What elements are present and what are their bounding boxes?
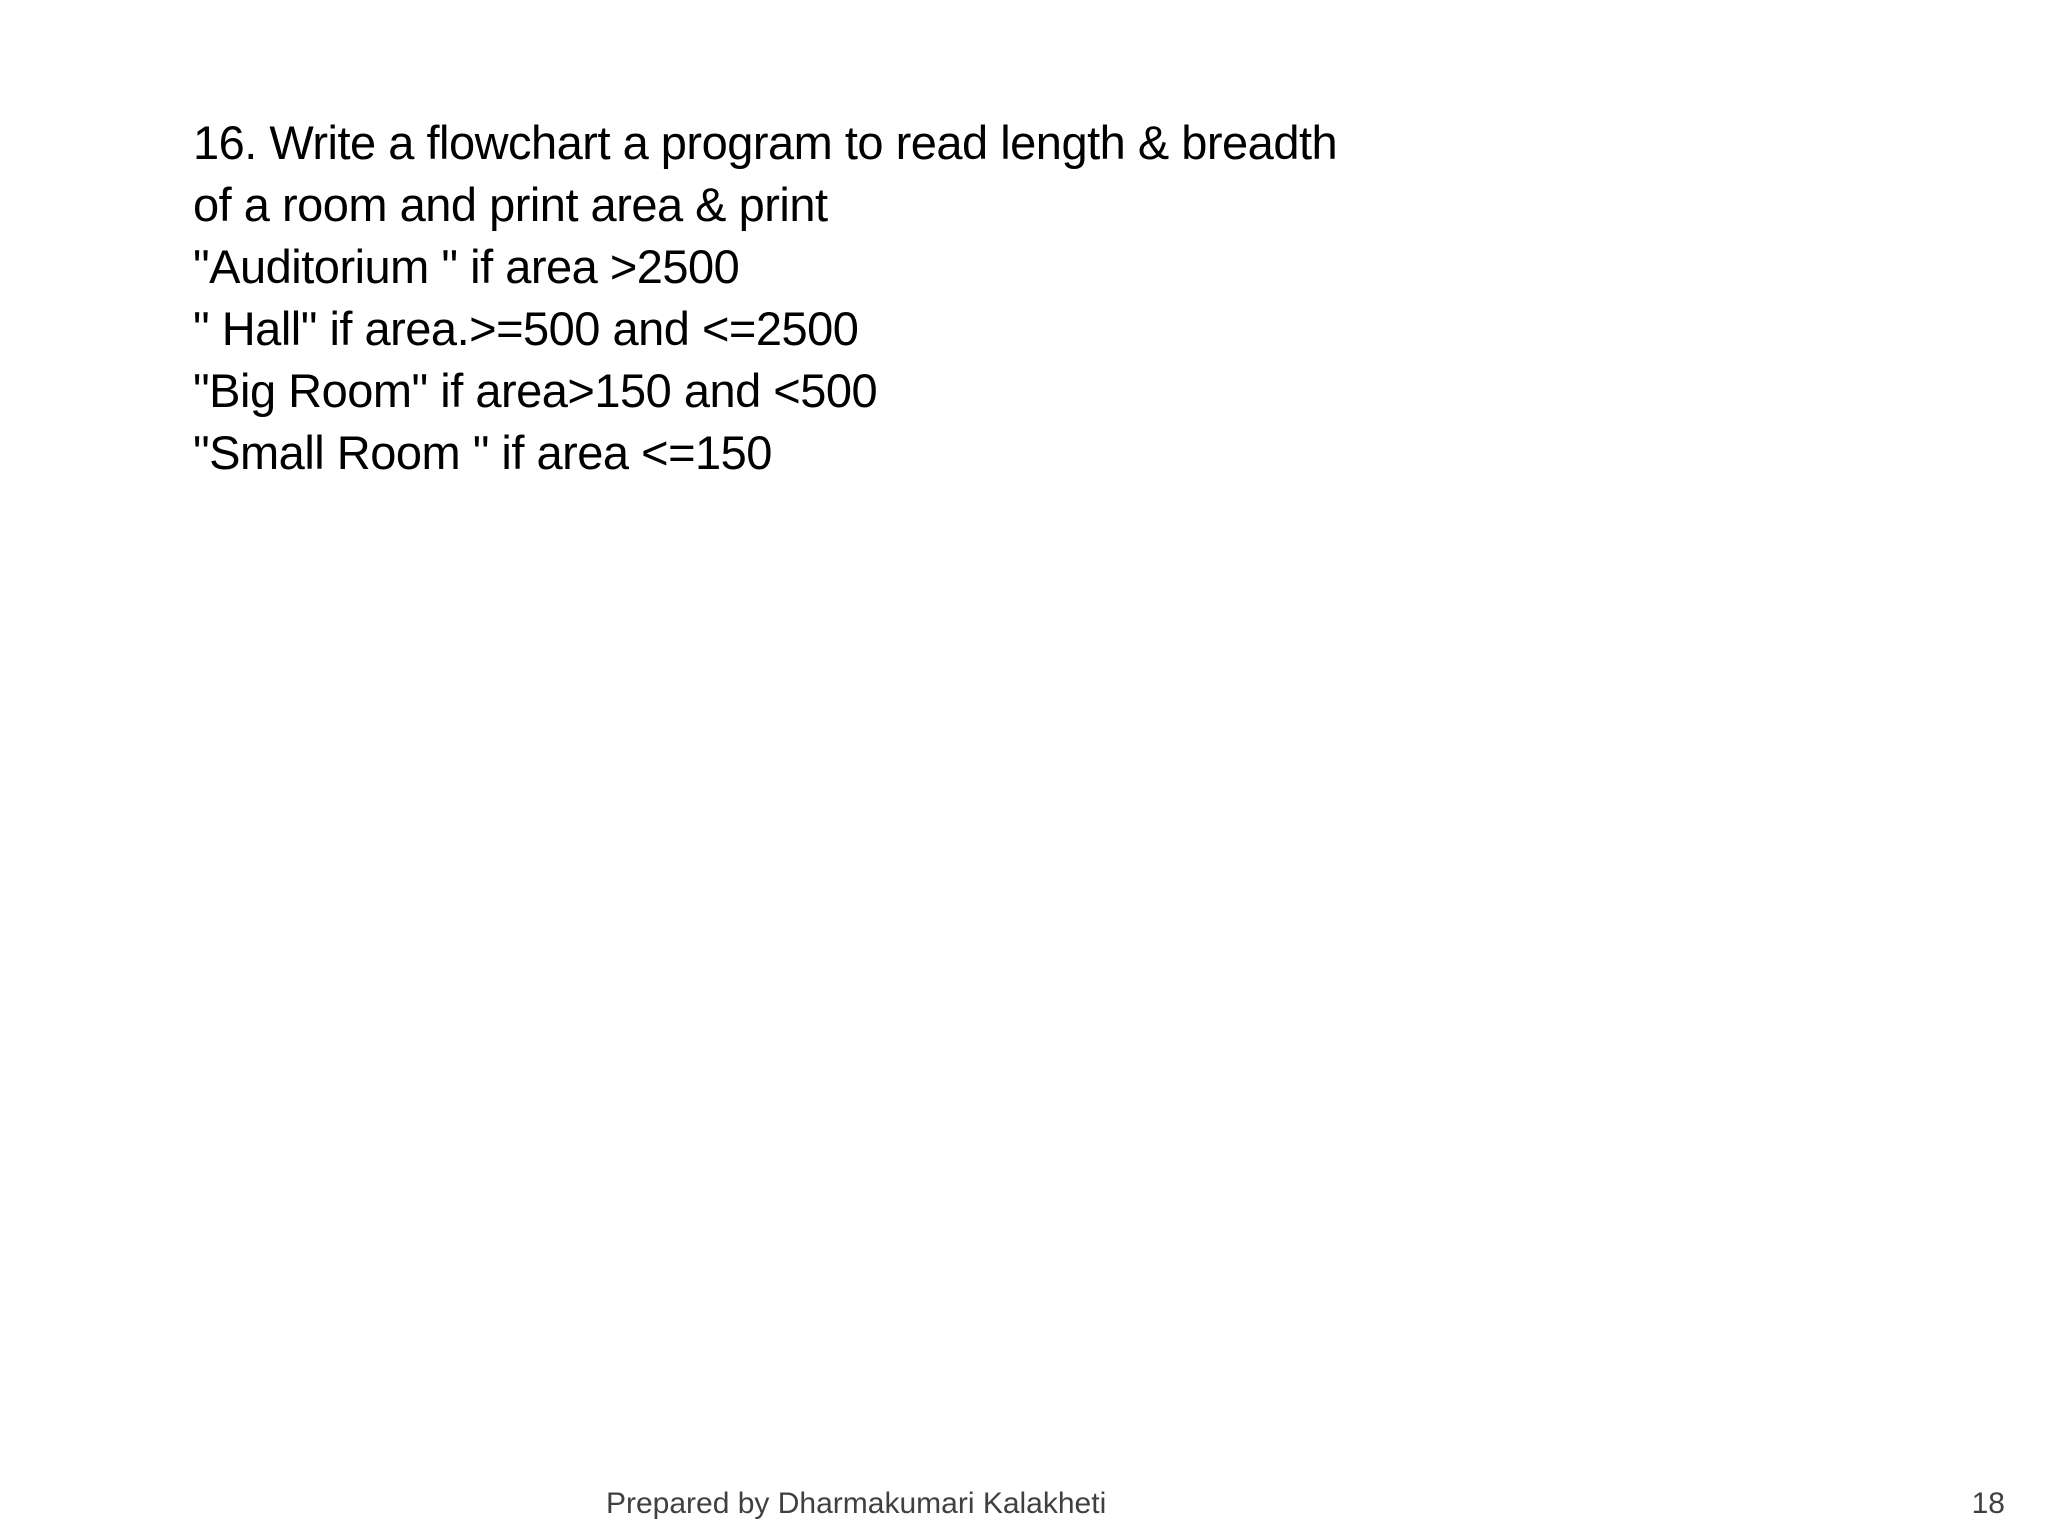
slide-body-text xyxy=(193,112,1693,484)
condition-hall: " Hall" if area.>=500 and <=2500 xyxy=(193,302,859,355)
question-line-1: 16. Write a flowchart a program to read length & breadth xyxy=(193,116,1338,169)
condition-small-room: "Small Room " if area <=150 xyxy=(193,426,772,479)
condition-big-room: "Big Room" if area>150 and <500 xyxy=(193,364,878,417)
condition-auditorium: "Auditorium " if area >2500 xyxy=(193,240,740,293)
page-number: 18 xyxy=(1971,1487,2005,1520)
footer-author: Prepared by Dharmakumari Kalakheti xyxy=(606,1487,1107,1520)
question-line-2: of a room and print area & print xyxy=(193,178,828,231)
